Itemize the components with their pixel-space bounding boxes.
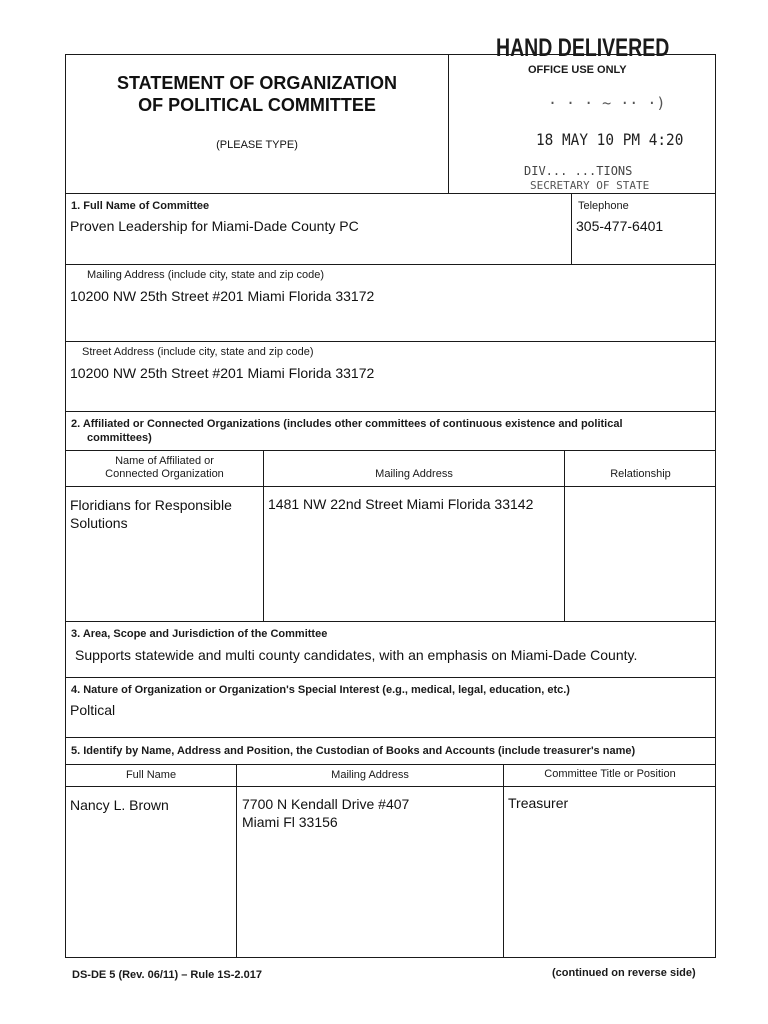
col-affiliated-name-header	[66, 455, 263, 481]
col-relationship-header: Relationship	[610, 468, 671, 480]
special-interest-value: Poltical	[70, 702, 116, 718]
section2-header-bottom	[65, 486, 716, 487]
telephone-value: 305-477-6401	[576, 218, 664, 234]
affiliated-org-name	[70, 496, 232, 532]
jurisdiction-value: Supports statewide and multi county candidates, with an emphasis on Miami-Dade County.	[75, 647, 638, 663]
col-custodian-title-header: Committee Title or Position	[544, 768, 676, 780]
col-custodian-address-header: Mailing Address	[331, 769, 409, 781]
section5-col-divider-2	[503, 764, 504, 958]
section2-col-divider-2	[564, 450, 565, 621]
section4-bottom-line	[65, 737, 716, 738]
mailing-address-label: Mailing Address (include city, state and zip code)	[87, 269, 325, 281]
committee-name-value: Proven Leadership for Miami-Dade County PC	[70, 218, 359, 234]
col-affiliated-name-line2: Connected Organization	[105, 468, 224, 480]
telephone-divider	[571, 193, 572, 264]
affiliated-orgs-label	[71, 417, 711, 445]
section3-bottom-line	[65, 677, 716, 678]
division-stamp-partial: DIV... ...TIONS	[524, 164, 633, 178]
custodian-address-line2: Miami Fl 33156	[242, 814, 338, 830]
section2-col-divider-1	[263, 450, 264, 621]
street-address-label: Street Address (include city, state and zip code)	[82, 346, 314, 358]
section5-header-top	[65, 764, 716, 765]
office-use-only-label: OFFICE USE ONLY	[528, 64, 627, 76]
section5-col-divider-1	[236, 764, 237, 958]
section5-header-bottom	[65, 786, 716, 787]
secretary-of-state-stamp: SECRETARY OF STATE	[530, 179, 650, 192]
affiliated-org-address: 1481 NW 22nd Street Miami Florida 33142	[268, 496, 534, 512]
section1-line-a	[65, 264, 716, 265]
header-bottom-line	[65, 193, 716, 194]
received-stamp-partial: · · · ~ ·· ·)	[548, 94, 666, 112]
custodian-name-value: Nancy L. Brown	[70, 797, 169, 813]
hand-delivered-stamp: HAND DELIVERED	[496, 34, 670, 62]
col-affiliated-address-header: Mailing Address	[375, 468, 453, 480]
continued-note-footer: (continued on reverse side)	[552, 967, 696, 979]
header-divider	[448, 54, 449, 194]
col-affiliated-name-line1: Name of Affiliated or	[115, 455, 214, 467]
affiliated-orgs-label-line1: 2. Affiliated or Connected Organizations (includes other committees of continuous existence and political	[71, 418, 623, 430]
section2-header-top	[65, 450, 716, 451]
custodian-address-line1: 7700 N Kendall Drive #407	[242, 796, 410, 812]
form-id-footer: DS-DE 5 (Rev. 06/11) – Rule 1S-2.017	[72, 969, 262, 981]
date-received-stamp: 18 MAY 10 PM 4:20	[536, 130, 684, 149]
affiliated-org-name-line2: Solutions	[70, 515, 128, 531]
col-custodian-name-header: Full Name	[125, 769, 177, 781]
special-interest-label: 4. Nature of Organization or Organization's Special Interest (e.g., medical, legal, education, etc.)	[71, 684, 570, 696]
section1-bottom-line	[65, 411, 716, 412]
custodian-label: 5. Identify by Name, Address and Position, the Custodian of Books and Accounts (include treasurer's name)	[71, 745, 636, 757]
form-title-line2: OF POLITICAL COMMITTEE	[138, 95, 376, 115]
please-type-note: (PLEASE TYPE)	[216, 139, 298, 151]
form-title	[66, 72, 448, 116]
custodian-title-value: Treasurer	[508, 795, 569, 811]
jurisdiction-label: 3. Area, Scope and Jurisdiction of the Committee	[71, 628, 328, 640]
affiliated-orgs-label-line2: committees)	[87, 432, 152, 444]
section2-bottom-line	[65, 621, 716, 622]
section1-line-b	[65, 341, 716, 342]
street-address-value: 10200 NW 25th Street #201 Miami Florida 33172	[70, 365, 375, 381]
affiliated-org-name-line1: Floridians for Responsible	[70, 497, 232, 513]
telephone-label: Telephone	[578, 200, 629, 212]
custodian-address-value	[242, 795, 409, 831]
committee-name-label: 1. Full Name of Committee	[71, 200, 210, 212]
form-title-line1: STATEMENT OF ORGANIZATION	[117, 73, 397, 93]
mailing-address-value: 10200 NW 25th Street #201 Miami Florida 33172	[70, 288, 375, 304]
